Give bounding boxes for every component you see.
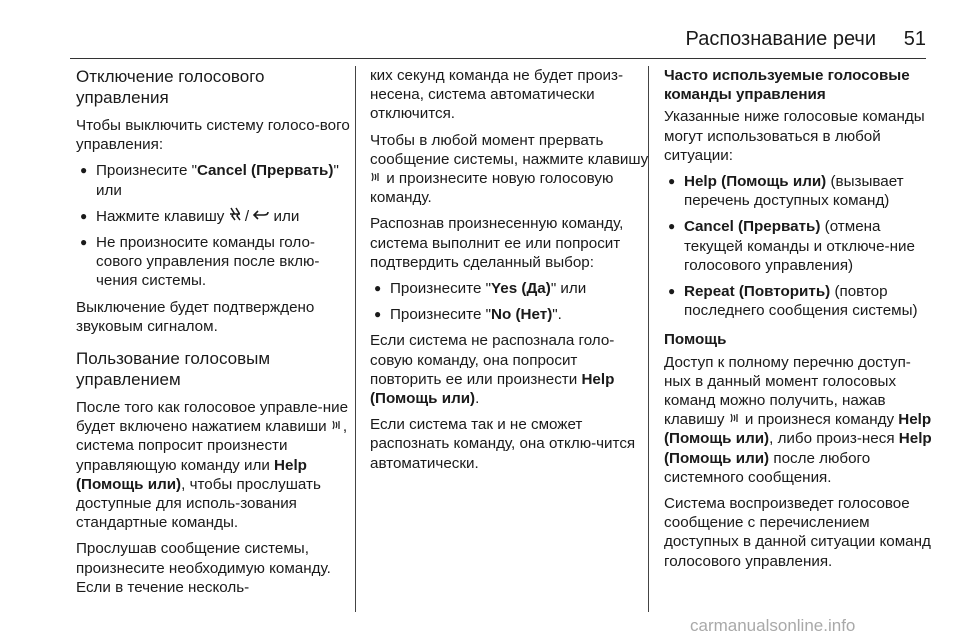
- bullet-icon: ●: [374, 281, 382, 296]
- column-1: [76, 66, 352, 604]
- bullet-icon: ●: [374, 307, 382, 322]
- column-3: [664, 66, 934, 578]
- voice-command-icon: [331, 417, 343, 436]
- bullet-icon: ●: [80, 235, 88, 250]
- paragraph: После того как голосовое управле-ние будет включено нажатием клавиши , система попросит произнести управляющую команду или Help (Помощь или), чтобы прослушать доступные для исполь-зования стандартные команды.: [76, 399, 349, 532]
- bullet-icon: ●: [668, 219, 676, 234]
- bullet-icon: ●: [668, 174, 676, 189]
- section-heading-common-commands: Часто используемые голосовые команды управления: [664, 67, 910, 104]
- paragraph: Чтобы выключить систему голосо-вого управления:: [76, 117, 350, 154]
- page-header: [0, 22, 960, 62]
- bullet-icon: ●: [668, 284, 676, 299]
- header-divider: [70, 58, 926, 59]
- watermark: carmanualsonline.info: [690, 616, 856, 635]
- paragraph: Чтобы в любой момент прервать сообщение системы, нажмите клавишу и произнесите новую голосовую команду.: [370, 131, 649, 207]
- paragraph: Распознав произнесенную команду, система выполнит ее или попросит подтвердить сделанный выбор:: [370, 215, 624, 271]
- paragraph: Система воспроизведет голосовое сообщение с перечислением доступных в данной ситуации команд голосового управления.: [664, 495, 931, 570]
- section-heading-help: Помощь: [664, 331, 727, 349]
- command-help: Help (Помощь или): [684, 173, 827, 191]
- command-repeat: Repeat (Повторить): [684, 283, 831, 301]
- voice-command-icon: [729, 410, 741, 429]
- list-item: ● Нажмите клавишу / или: [80, 207, 300, 225]
- column-2: [370, 66, 650, 480]
- paragraph: Если система так и не сможет распознать команду, она отклю-чится автоматически.: [370, 416, 636, 472]
- bullet-list: [370, 279, 650, 324]
- list-item: ● Cancel (Прервать) (отмена текущей команды и отключе-ние голосового управления): [668, 218, 915, 274]
- command-no: No (Нет): [491, 306, 553, 324]
- section-heading-using-voice: Пользование голосовым управлением: [76, 349, 271, 390]
- command-cancel: Cancel (Прервать): [197, 162, 334, 180]
- list-item: ● Произнесите "Yes (Да)" или: [374, 280, 587, 298]
- list-item: ● Произнесите "No (Нет)".: [374, 306, 562, 324]
- list-item: ● Не произносите команды голо-сового управления после вклю-чения системы.: [80, 234, 320, 290]
- mute-call-icon: [229, 207, 241, 226]
- command-yes: Yes (Да): [491, 280, 551, 298]
- bullet-list: [76, 161, 352, 290]
- list-item: ● Repeat (Повторить) (повтор последнего сообщения системы): [668, 283, 918, 320]
- bullet-icon: ●: [80, 208, 88, 223]
- list-item: ● Произнесите "Cancel (Прервать)" или: [80, 162, 339, 199]
- page-number: 51: [903, 28, 926, 50]
- back-arrow-icon: [253, 207, 269, 226]
- page-title: Распознавание речи: [685, 28, 876, 50]
- voice-command-icon: [370, 169, 382, 188]
- section-heading-disable-voice: Отключение голосового управления: [76, 67, 265, 107]
- bullet-list: [664, 172, 934, 320]
- command-cancel: Cancel (Прервать): [684, 218, 821, 236]
- paragraph: Прослушав сообщение системы, произнесите необходимую команду. Если в течение несколь-: [76, 540, 331, 596]
- paragraph: Указанные ниже голосовые команды могут использоваться в любой ситуации:: [664, 108, 925, 164]
- list-item: ● Help (Помощь или) (вызывает перечень доступных команд): [668, 173, 904, 210]
- paragraph: Доступ к полному перечню доступ-ных в данный момент голосовых команд можно получить, нажав клавишу и произнеся команду Help (Помощь или), либо произ-неся Help (Помощь или) после любого системного сообщения.: [664, 353, 932, 486]
- paragraph: ких секунд команда не будет произ-несена, система автоматически отключится.: [370, 67, 624, 123]
- paragraph: Выключение будет подтверждено звуковым сигналом.: [76, 298, 315, 335]
- bullet-icon: ●: [80, 163, 88, 178]
- paragraph: Если система не распознала голо-совую команду, она попросит повторить ее или произнести Help (Помощь или).: [370, 332, 615, 408]
- column-divider-1: [355, 66, 356, 612]
